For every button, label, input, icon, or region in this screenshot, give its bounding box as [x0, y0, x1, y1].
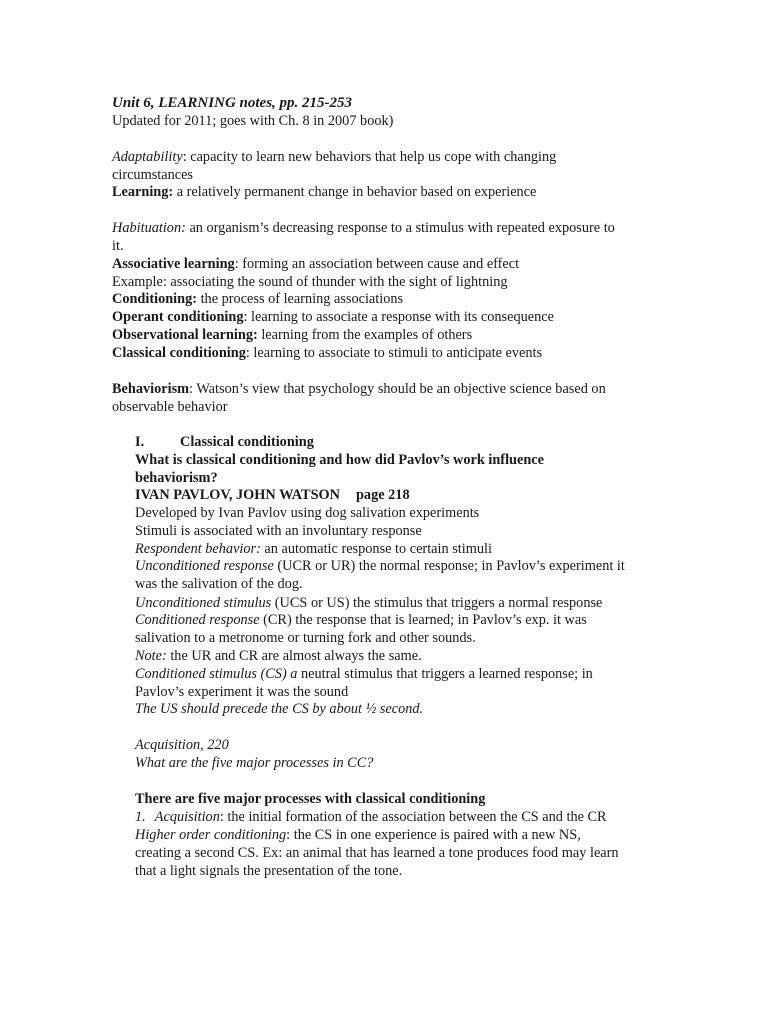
higher-order-line-2: creating a second CS. Ex: an animal that has learned a tone produces food may learn [135, 845, 619, 861]
term: Note: [135, 648, 167, 664]
section-question-2: behaviorism? [135, 470, 218, 486]
section-heading [135, 433, 314, 451]
term: Unconditioned response [135, 558, 274, 574]
definition: a relatively permanent change in behavior based on experience [173, 184, 537, 200]
example-line: Example: associating the sound of thunder with the sight of lightning [112, 274, 508, 290]
definition: (UCS or US) the stimulus that triggers a normal response [271, 595, 603, 611]
behaviorism-line-2: observable behavior [112, 399, 228, 415]
term: Acquisition [154, 809, 220, 825]
term: Associative learning [112, 256, 235, 272]
term: Classical conditioning [112, 345, 246, 361]
page-ref: page 218 [355, 487, 410, 503]
cr-line-2: salivation to a metronome or turning fork and other sounds. [135, 630, 476, 646]
us-precede-line: The US should precede the CS by about ½ second. [135, 701, 424, 717]
term: Habituation: [112, 220, 186, 236]
term: Conditioned stimulus (CS) a [135, 666, 298, 682]
adaptability-line [112, 148, 556, 166]
ur-line [135, 557, 625, 575]
doc-subtitle: Updated for 2011; goes with Ch. 8 in 2007 book) [112, 113, 394, 129]
term: Observational learning: [112, 327, 258, 343]
us-line [135, 594, 602, 612]
acquisition-heading: Acquisition, 220 [135, 737, 229, 753]
classical-line [112, 344, 542, 362]
definition: (UCR or UR) the normal response; in Pavlov’s experiment it [273, 558, 625, 574]
definition: : the initial formation of the association between the CS and the CR [219, 809, 607, 825]
note-line [135, 647, 422, 665]
observational-line [112, 326, 472, 344]
definition: neutral stimulus that triggers a learned response; in [297, 666, 593, 682]
term: Respondent behavior: [135, 541, 261, 557]
term: Conditioned response [135, 612, 260, 628]
definition: : the CS in one experience is paired with a new NS, [286, 827, 581, 843]
cs-line-2: Pavlov’s experiment it was the sound [135, 684, 349, 700]
behaviorism-line [112, 380, 606, 398]
term: Operant conditioning [112, 309, 244, 325]
cr-line [135, 611, 587, 629]
definition: : forming an association between cause and effect [234, 256, 520, 272]
term: Behaviorism [112, 381, 190, 397]
associative-line [112, 255, 519, 273]
term: Unconditioned stimulus [135, 595, 272, 611]
definition: learning from the examples of others [257, 327, 473, 343]
definition: : Watson’s view that psychology should be an objective science based on [189, 381, 606, 397]
acquisition-question: What are the five major processes in CC? [135, 755, 374, 771]
definition: (CR) the response that is learned; in Pavlov’s exp. it was [259, 612, 587, 628]
term: Conditioning: [112, 291, 198, 307]
term: Adaptability [112, 149, 183, 165]
habituation-line-2: it. [112, 238, 124, 254]
text-line: Stimuli is associated with an involuntary response [135, 523, 422, 539]
text-line: Developed by Ivan Pavlov using dog salivation experiments [135, 505, 480, 521]
section-numeral: I. [135, 434, 145, 450]
names: IVAN PAVLOV, JOHN WATSON [135, 487, 340, 503]
adaptability-line-2: circumstances [112, 167, 193, 183]
term: Higher order conditioning [135, 827, 287, 843]
cs-line [135, 665, 593, 683]
definition: : learning to associate a response with its consequence [243, 309, 554, 325]
definition: the process of learning associations [197, 291, 404, 307]
names-line [135, 486, 410, 504]
ur-line-2: was the salivation of the dog. [135, 576, 303, 592]
respondent-line [135, 540, 492, 558]
section-question: What is classical conditioning and how did Pavlov’s work influence [135, 452, 544, 468]
learning-line [112, 183, 536, 201]
definition: an organism’s decreasing response to a stimulus with repeated exposure to [185, 220, 615, 236]
term: Learning: [112, 184, 174, 200]
process-1-line [135, 808, 607, 826]
section-title: Classical conditioning [180, 434, 314, 450]
habituation-line [112, 219, 615, 237]
conditioning-line [112, 290, 403, 308]
definition: the UR and CR are almost always the same. [166, 648, 422, 664]
five-processes-heading: There are five major processes with classical conditioning [135, 791, 486, 807]
operant-line [112, 308, 554, 326]
definition: : capacity to learn new behaviors that help us cope with changing [182, 149, 557, 165]
higher-order-line [135, 826, 581, 844]
definition: : learning to associate to stimuli to anticipate events [245, 345, 543, 361]
definition: an automatic response to certain stimuli [260, 541, 492, 557]
doc-title: Unit 6, LEARNING notes, pp. 215-253 [112, 95, 353, 111]
higher-order-line-3: that a light signals the presentation of the tone. [135, 863, 403, 879]
process-number: 1. [135, 809, 146, 825]
